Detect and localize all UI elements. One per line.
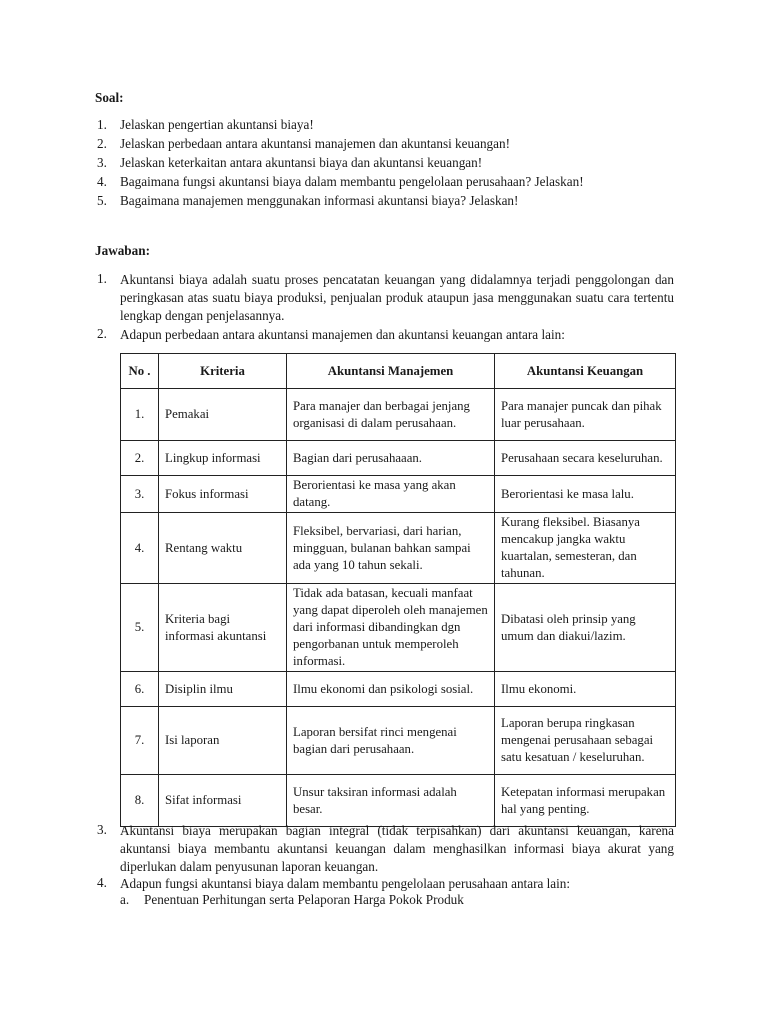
cell-manajemen: Bagian dari perusahaaan. xyxy=(287,441,495,476)
cell-no: 3. xyxy=(121,476,159,513)
question-text: Bagaimana fungsi akuntansi biaya dalam membantu pengelolaan perusahaan? Jelaskan! xyxy=(120,174,584,189)
cell-keuangan: Ilmu ekonomi. xyxy=(495,672,676,707)
list-item xyxy=(97,153,717,172)
table-row xyxy=(121,707,676,775)
table-row xyxy=(121,476,676,513)
header-akuntansi-keuangan: Akuntansi Keuangan xyxy=(495,354,676,389)
soal-heading: Soal: xyxy=(95,90,124,105)
table-row xyxy=(121,672,676,707)
cell-kriteria: Fokus informasi xyxy=(159,476,287,513)
cell-keuangan: Kurang fleksibel. Biasanya mencakup jangka waktu kuartalan, semesteran, dan tahunan. xyxy=(495,513,676,584)
list-item xyxy=(97,191,717,210)
cell-no: 2. xyxy=(121,441,159,476)
jawaban-heading: Jawaban: xyxy=(95,243,150,258)
question-text: Jelaskan pengertian akuntansi biaya! xyxy=(120,117,314,132)
cell-no: 8. xyxy=(121,775,159,827)
cell-kriteria: Lingkup informasi xyxy=(159,441,287,476)
cell-keuangan: Dibatasi oleh prinsip yang umum dan diakui/lazim. xyxy=(495,584,676,672)
header-kriteria: Kriteria xyxy=(159,354,287,389)
sub-item-a xyxy=(120,892,464,908)
cell-no: 6. xyxy=(121,672,159,707)
cell-keuangan: Berorientasi ke masa lalu. xyxy=(495,476,676,513)
table-row xyxy=(121,775,676,827)
answer-number: 3. xyxy=(97,822,107,837)
cell-manajemen: Laporan bersifat rinci mengenai bagian dari perusahaan. xyxy=(287,707,495,775)
answer-text: Adapun fungsi akuntansi biaya dalam membantu pengelolaan perusahaan antara lain: xyxy=(120,876,571,891)
answer-text: Akuntansi biaya merupakan bagian integral (tidak terpisahkan) dari akuntansi keuangan, karena akuntansi biaya membantu akuntansi keuangan dalam menghasilkan informasi biaya akurat yang diperlukan dalam penyusunan laporan keuangan. xyxy=(120,823,674,874)
answer-number: 2. xyxy=(97,326,107,341)
cell-manajemen: Berorientasi ke masa yang akan datang. xyxy=(287,476,495,513)
cell-manajemen: Para manajer dan berbagai jenjang organisasi di dalam perusahaan. xyxy=(287,389,495,441)
cell-manajemen: Fleksibel, bervariasi, dari harian, mingguan, bulanan bahkan sampai ada yang 10 tahun sekali. xyxy=(287,513,495,584)
question-number: 4. xyxy=(97,174,107,189)
cell-no: 1. xyxy=(121,389,159,441)
answer-text: Akuntansi biaya adalah suatu proses pencatatan keuangan yang didalamnya terjadi penggolongan dan peringkasan atas suatu biaya produksi, penjualan produk ataupun jasa menggunakan suatu cara tertentu lengkap dengan penjelasannya. xyxy=(120,272,674,323)
cell-kriteria: Sifat informasi xyxy=(159,775,287,827)
cell-kriteria: Disiplin ilmu xyxy=(159,672,287,707)
question-text: Jelaskan perbedaan antara akuntansi manajemen dan akuntansi keuangan! xyxy=(120,136,510,151)
sub-item-text: Penentuan Perhitungan serta Pelaporan Harga Pokok Produk xyxy=(144,892,464,907)
answer-text: Adapun perbedaan antara akuntansi manajemen dan akuntansi keuangan antara lain: xyxy=(120,327,565,342)
answer-1 xyxy=(97,271,674,325)
question-number: 3. xyxy=(97,155,107,170)
question-text: Bagaimana manajemen menggunakan informasi akuntansi biaya? Jelaskan! xyxy=(120,193,519,208)
answer-4 xyxy=(97,875,674,893)
sub-item-letter: a. xyxy=(120,892,130,907)
question-number: 2. xyxy=(97,136,107,151)
question-text: Jelaskan keterkaitan antara akuntansi biaya dan akuntansi keuangan! xyxy=(120,155,483,170)
list-item xyxy=(97,134,717,153)
answer-3 xyxy=(97,822,674,876)
cell-manajemen: Tidak ada batasan, kecuali manfaat yang dapat diperoleh oleh manajemen dari informasi dibandingkan dgn pengorbanan untuk memperoleh informasi. xyxy=(287,584,495,672)
header-akuntansi-manajemen: Akuntansi Manajemen xyxy=(287,354,495,389)
list-item xyxy=(97,115,717,134)
table-header-row xyxy=(121,354,676,389)
table-row xyxy=(121,441,676,476)
cell-kriteria: Kriteria bagi informasi akuntansi xyxy=(159,584,287,672)
cell-no: 4. xyxy=(121,513,159,584)
list-item xyxy=(97,172,717,191)
answer-number: 4. xyxy=(97,875,107,890)
cell-kriteria: Rentang waktu xyxy=(159,513,287,584)
cell-manajemen: Ilmu ekonomi dan psikologi sosial. xyxy=(287,672,495,707)
cell-keuangan: Laporan berupa ringkasan mengenai perusahaan sebagai satu kesatuan / keseluruhan. xyxy=(495,707,676,775)
cell-no: 7. xyxy=(121,707,159,775)
answer-2 xyxy=(97,326,674,344)
cell-kriteria: Isi laporan xyxy=(159,707,287,775)
question-number: 1. xyxy=(97,117,107,132)
comparison-table xyxy=(120,353,676,827)
header-no: No . xyxy=(121,354,159,389)
cell-no: 5. xyxy=(121,584,159,672)
cell-keuangan: Perusahaan secara keseluruhan. xyxy=(495,441,676,476)
cell-keuangan: Ketepatan informasi merupakan hal yang penting. xyxy=(495,775,676,827)
cell-keuangan: Para manajer puncak dan pihak luar perusahaan. xyxy=(495,389,676,441)
table-row xyxy=(121,389,676,441)
answer-number: 1. xyxy=(97,271,107,286)
question-list xyxy=(97,115,717,210)
table-row xyxy=(121,513,676,584)
question-number: 5. xyxy=(97,193,107,208)
cell-kriteria: Pemakai xyxy=(159,389,287,441)
cell-manajemen: Unsur taksiran informasi adalah besar. xyxy=(287,775,495,827)
table-row xyxy=(121,584,676,672)
